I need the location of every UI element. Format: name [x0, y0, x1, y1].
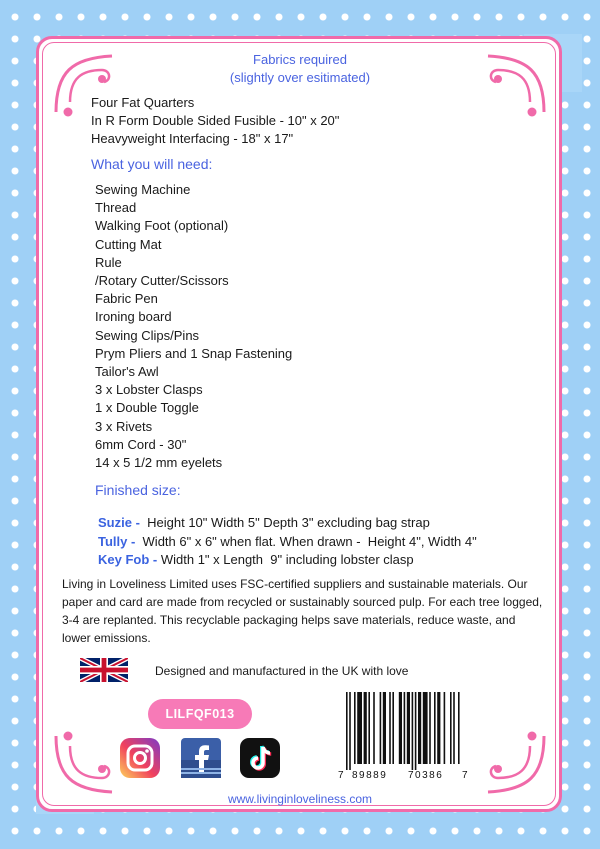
barcode-bar — [368, 692, 370, 764]
barcode-bar — [412, 692, 414, 770]
list-item: Tailor's Awl — [95, 364, 159, 380]
fabrics-title: Fabrics required — [253, 52, 347, 67]
size-detail: Width 6" x 6" when flat. When drawn - Height 4", Width 4" — [135, 533, 477, 549]
instagram-icon[interactable] — [120, 738, 160, 778]
tiktok-icon[interactable] — [240, 738, 280, 778]
barcode — [336, 692, 470, 772]
size-detail: Width 1" x Length 9" including lobster clasp — [157, 552, 414, 567]
barcode-bar — [404, 692, 406, 764]
barcode-bar — [380, 692, 382, 764]
barcode-bar — [458, 692, 460, 764]
website-link[interactable]: www.livinginloveliness.com — [227, 792, 373, 806]
fabrics-subtitle: (slightly over esitimated) — [229, 70, 371, 85]
size-name: Key Fob - — [98, 552, 158, 567]
barcode-bar — [415, 692, 417, 770]
barcode-check-digit: 7 — [462, 770, 468, 781]
list-item: Fabric Pen — [95, 291, 158, 307]
barcode-left-group: 89889 — [352, 770, 388, 781]
list-item: 1 x Double Toggle — [95, 400, 199, 416]
barcode-bar — [423, 692, 428, 764]
barcode-bar — [373, 692, 375, 764]
size-row-tully — [98, 533, 477, 552]
corner-scroll-bottom-right — [478, 726, 548, 796]
list-item: 3 x Lobster Clasps — [95, 382, 203, 398]
corner-scroll-bottom-left — [52, 726, 122, 796]
barcode-bar — [407, 692, 410, 764]
barcode-bar — [450, 692, 452, 764]
list-item: Rule — [95, 254, 122, 270]
size-detail: Height 10" Width 5" Depth 3" excluding bag strap — [139, 515, 430, 530]
size-row-suzie — [98, 514, 477, 533]
fabric-item: In R Form Double Sided Fusible - 10" x 20" — [91, 113, 340, 128]
barcode-bar — [354, 692, 356, 764]
sustainability-statement: Living in Loveliness Limited uses FSC-certified suppliers and sustainable materials. Our paper and card are made from recycled or sustainably sourced pulp. For each tree logged, 3-4 are replanted. This recyclable packaging helps save materials, reduce waste, and lower emissions. — [62, 577, 543, 645]
barcode-bar — [399, 692, 402, 764]
barcode-bar — [357, 692, 362, 764]
barcode-bar — [364, 692, 367, 764]
product-code-badge: LILFQF013 — [148, 699, 252, 729]
list-item: Sewing Clips/Pins — [95, 327, 200, 343]
barcode-bar — [389, 692, 391, 764]
list-item: 14 x 5 1/2 mm eyelets — [95, 455, 223, 471]
barcode-bars — [336, 692, 470, 772]
size-name: Tully - — [98, 533, 136, 549]
list-item: 6mm Cord - 30" — [95, 436, 187, 452]
list-item: Thread — [95, 200, 137, 216]
finished-sizes — [98, 514, 477, 570]
size-row-key-fob — [98, 551, 477, 570]
list-item: 3 x Rivets — [95, 418, 153, 434]
barcode-bar — [429, 692, 431, 764]
needs-list — [95, 181, 292, 472]
fabric-item: Four Fat Quarters — [91, 95, 195, 110]
barcode-bar — [346, 692, 348, 770]
barcode-bar — [437, 692, 440, 764]
size-name: Suzie - — [98, 515, 140, 530]
list-item: Ironing board — [95, 309, 172, 325]
barcode-bar — [444, 692, 446, 764]
barcode-bar — [349, 692, 351, 770]
uk-flag-icon — [80, 656, 128, 684]
barcode-bar — [434, 692, 436, 764]
barcode-bar — [418, 692, 421, 764]
barcode-digits — [336, 770, 470, 784]
list-item: /Rotary Cutter/Scissors — [95, 273, 229, 289]
facebook-icon[interactable] — [181, 738, 221, 778]
barcode-bar — [453, 692, 455, 764]
barcode-bar — [383, 692, 386, 764]
list-item: Cutting Mat — [95, 236, 162, 252]
list-item: Sewing Machine — [95, 182, 191, 197]
list-item: Walking Foot (optional) — [95, 218, 229, 234]
list-item: Prym Pliers and 1 Snap Fastening — [95, 345, 293, 361]
barcode-lead-digit: 7 — [338, 770, 344, 781]
barcode-right-group: 70386 — [408, 770, 444, 781]
finished-heading: Finished size: — [95, 482, 181, 498]
needs-heading: What you will need: — [91, 156, 213, 172]
made-in-uk-text: Designed and manufactured in the UK with love — [155, 664, 409, 678]
fabric-item: Heavyweight Interfacing - 18" x 17" — [91, 131, 294, 146]
barcode-bar — [392, 692, 394, 764]
